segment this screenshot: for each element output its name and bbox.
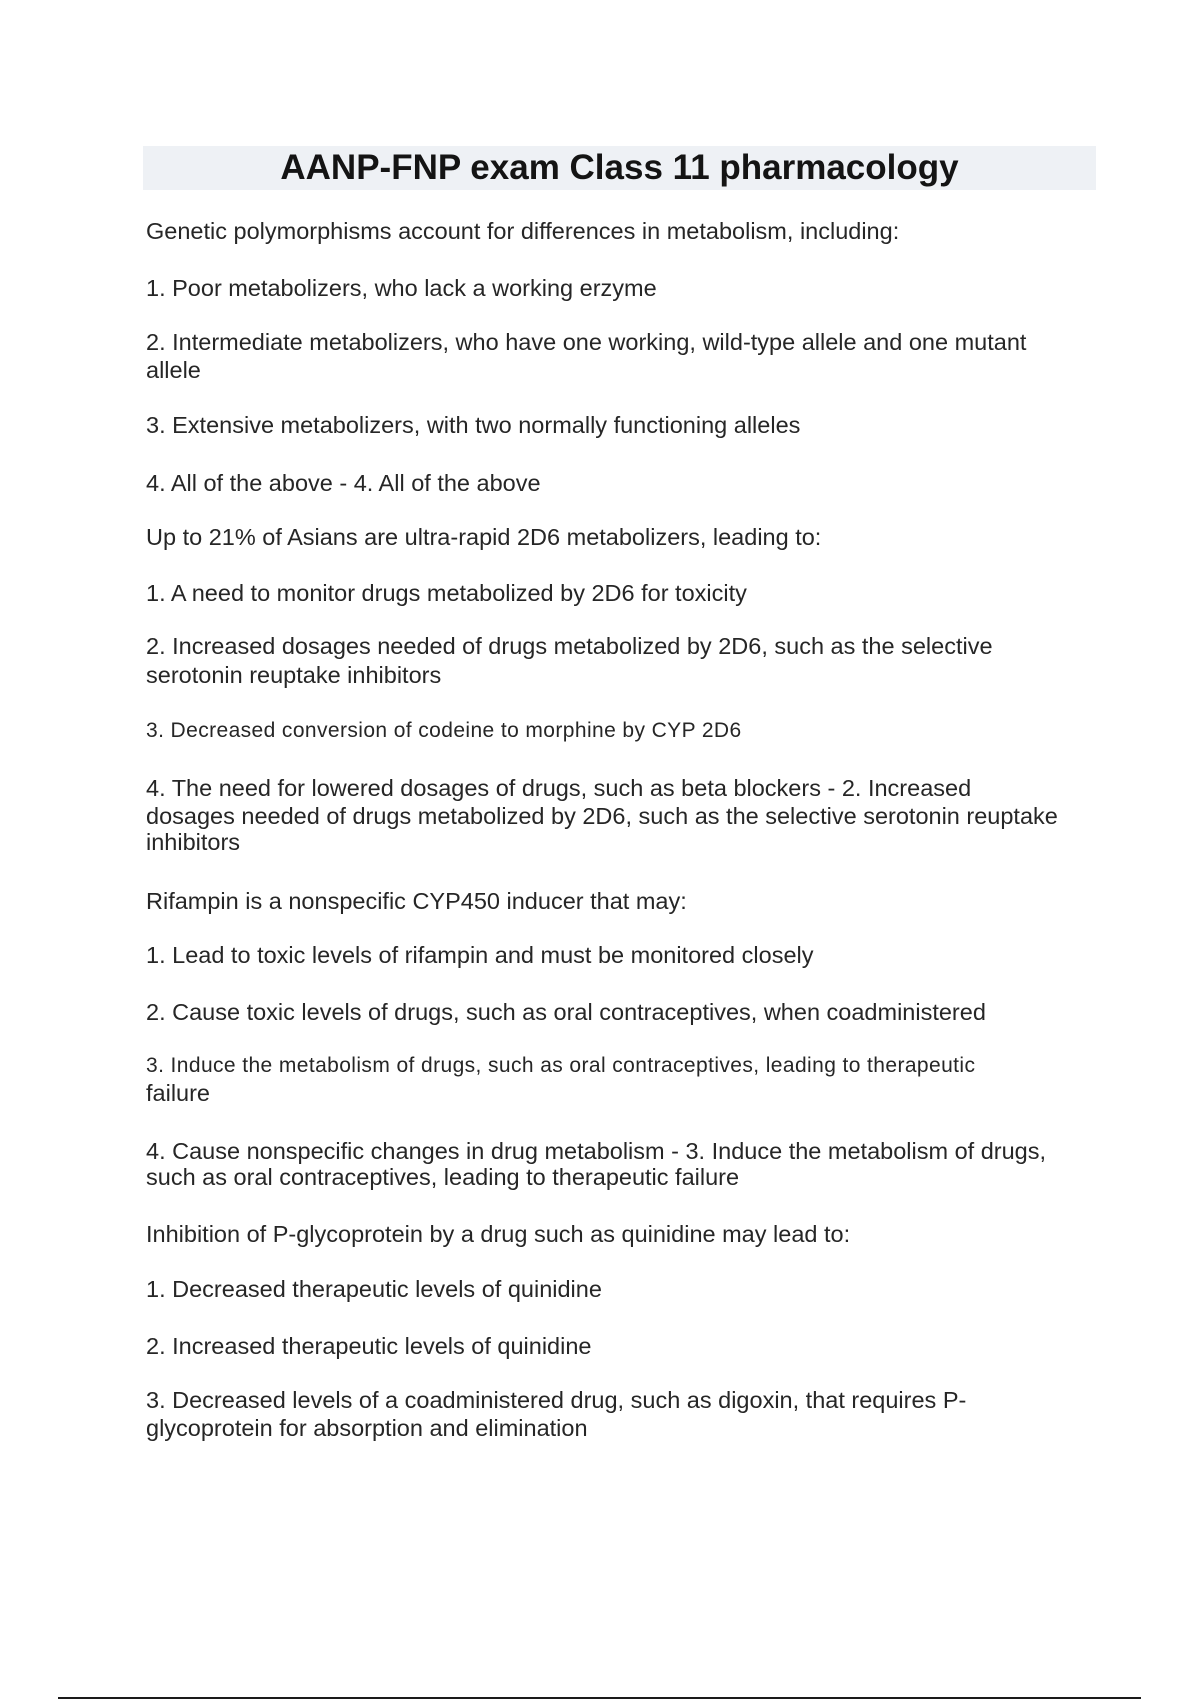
answer-option-continuation: allele bbox=[146, 357, 201, 383]
answer-option: 1. Poor metabolizers, who lack a working erzyme bbox=[146, 275, 657, 301]
answer-option: 1. Lead to toxic levels of rifampin and must be monitored closely bbox=[146, 942, 814, 968]
question-prompt: Inhibition of P-glycoprotein by a drug such as quinidine may lead to: bbox=[146, 1221, 851, 1247]
answer-option-continuation: inhibitors bbox=[146, 829, 241, 855]
answer-option: 2. Intermediate metabolizers, who have one working, wild-type allele and one mutant bbox=[146, 329, 1027, 355]
answer-option: 4. Cause nonspecific changes in drug metabolism - 3. Induce the metabolism of drugs, bbox=[146, 1138, 1047, 1164]
answer-option: 3. Decreased levels of a coadministered drug, such as digoxin, that requires P- bbox=[146, 1387, 967, 1413]
footer-divider bbox=[58, 1697, 1141, 1699]
answer-option: 3. Induce the metabolism of drugs, such as oral contraceptives, leading to therapeutic bbox=[146, 1054, 976, 1077]
question-prompt: Up to 21% of Asians are ultra-rapid 2D6 metabolizers, leading to: bbox=[146, 524, 822, 550]
page-title: AANP-FNP exam Class 11 pharmacology bbox=[280, 148, 959, 187]
answer-option: 3. Decreased conversion of codeine to morphine by CYP 2D6 bbox=[146, 719, 742, 742]
answer-option-continuation: such as oral contraceptives, leading to therapeutic failure bbox=[146, 1164, 740, 1190]
answer-option-continuation: dosages needed of drugs metabolized by 2D6, such as the selective serotonin reuptake bbox=[146, 803, 1058, 829]
answer-option: 4. The need for lowered dosages of drugs, such as beta blockers - 2. Increased bbox=[146, 775, 972, 801]
answer-option: 2. Increased therapeutic levels of quinidine bbox=[146, 1333, 592, 1359]
answer-option-continuation: glycoprotein for absorption and elimination bbox=[146, 1415, 588, 1441]
answer-option: 1. A need to monitor drugs metabolized by 2D6 for toxicity bbox=[146, 580, 747, 606]
answer-option-continuation: serotonin reuptake inhibitors bbox=[146, 662, 442, 688]
answer-option: 4. All of the above - 4. All of the above bbox=[146, 470, 541, 496]
answer-option: 1. Decreased therapeutic levels of quinidine bbox=[146, 1276, 602, 1302]
answer-option-continuation: failure bbox=[146, 1080, 211, 1106]
answer-option: 2. Cause toxic levels of drugs, such as oral contraceptives, when coadministered bbox=[146, 999, 986, 1025]
question-prompt: Rifampin is a nonspecific CYP450 inducer that may: bbox=[146, 888, 687, 914]
answer-option: 3. Extensive metabolizers, with two normally functioning alleles bbox=[146, 412, 801, 438]
question-prompt: Genetic polymorphisms account for differences in metabolism, including: bbox=[146, 218, 900, 244]
answer-option: 2. Increased dosages needed of drugs metabolized by 2D6, such as the selective bbox=[146, 633, 993, 659]
